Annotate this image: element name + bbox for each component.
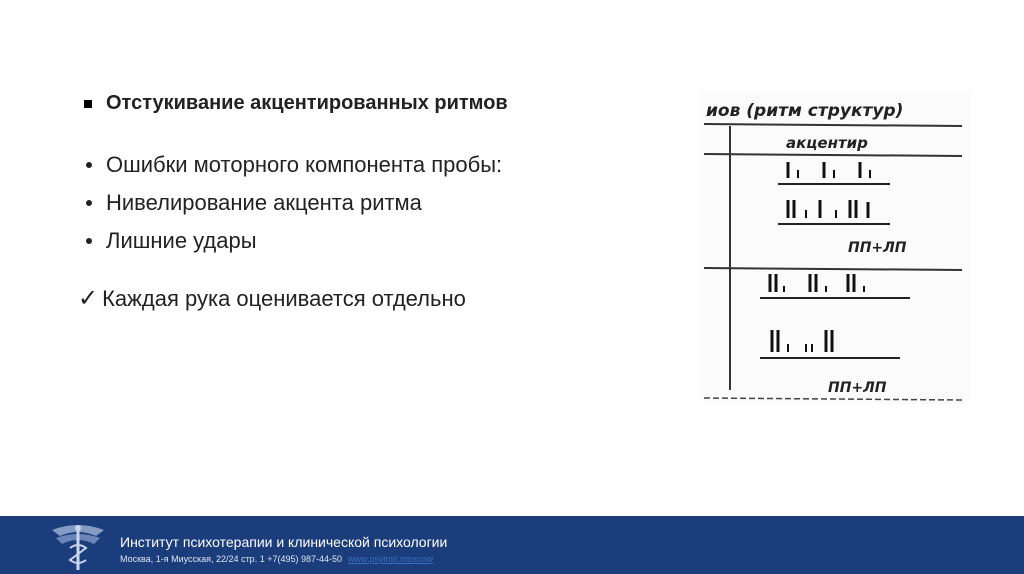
bullet-list: [86, 146, 502, 260]
square-bullet-icon: [84, 100, 92, 108]
website-link[interactable]: www.psyinst.moscow: [348, 554, 434, 564]
institute-logo-icon: [48, 520, 108, 572]
bullet-text: Лишние удары: [106, 228, 257, 253]
note-text: Каждая рука оценивается отдельно: [102, 285, 466, 311]
slide-heading: Отстукивание акцентированных ритмов: [106, 92, 508, 114]
bullet-text: Нивелирование акцента ритма: [106, 190, 422, 215]
checkmark-note: [78, 284, 466, 313]
bullet-dot-icon: [86, 238, 92, 244]
footer-bar: [0, 516, 1024, 574]
bullet-item: [86, 184, 502, 222]
scan-row-label: ПП+ЛП: [828, 380, 887, 396]
scan-header-text: иов (ритм структур): [706, 101, 904, 121]
bullet-item: [86, 146, 502, 184]
checkmark-icon: ✓: [78, 285, 99, 312]
address-text: Москва, 1-я Миусская, 22/24 стр. 1 +7(495) 987-44-50: [120, 554, 343, 564]
institute-name: Институт психотерапии и клинической психологии: [120, 534, 448, 550]
scan-row-label: ПП+ЛП: [848, 240, 907, 256]
rhythm-structure-scan-image: [700, 90, 970, 404]
bullet-dot-icon: [86, 200, 92, 206]
heading-row: [84, 92, 508, 115]
bullet-item: [86, 222, 502, 260]
institute-address: [120, 554, 433, 564]
bullet-text: Ошибки моторного компонента пробы:: [106, 152, 503, 177]
bullet-dot-icon: [86, 162, 92, 168]
scan-column-label: акцентир: [786, 134, 868, 152]
